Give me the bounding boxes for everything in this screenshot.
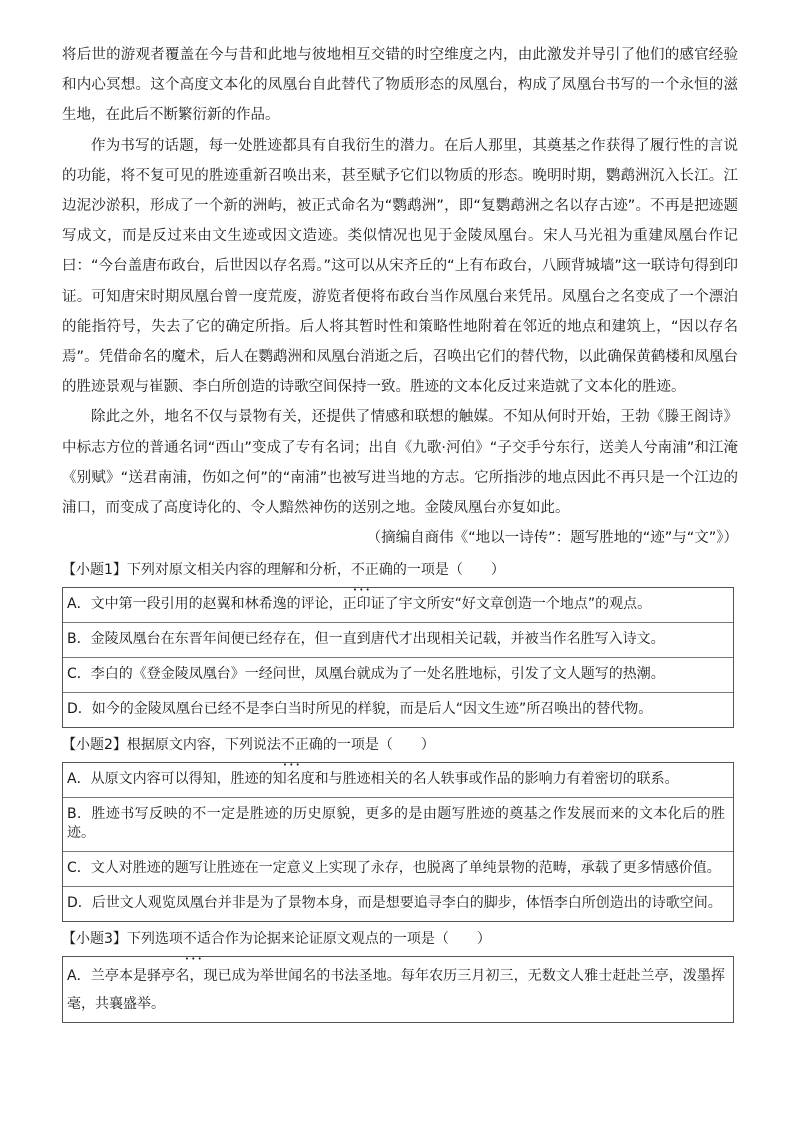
emphasis-text: 不适合 • • • (183, 931, 225, 947)
question-1 (62, 557, 738, 728)
options-box (62, 762, 734, 922)
option-b[interactable]: B．胜迹书写反映的不一定是胜迹的历史原貌，更多的是由题写胜迹的奠基之作发展而来的文本化后的胜迹。 (63, 798, 733, 852)
option-d[interactable]: D．如今的金陵凤凰台已经不是李白当时所见的样貌，而是后人“因文生迹”所召唤出的替代物。 (67, 701, 653, 718)
option-c[interactable]: C．李白的《登金陵凤凰台》一经问世，凤凰台就成为了一处名胜地标，引发了文人题写的热潮。 (63, 658, 733, 693)
question-stem: 【小题1】下列对原文相关内容的理解和分析，不正确 • • •的一项是（ ） (62, 557, 738, 583)
option-c[interactable]: C．文人对胜迹的题写让胜迹在一定意义上实现了永存，也脱离了单纯景物的范畴，承载了更多情感价值。 (63, 852, 733, 887)
question-3 (62, 926, 738, 1023)
option-a[interactable]: A．兰亭本是驿亭名，现已成为举世闻名的书法圣地。每年农历三月初三，无数文人雅士赶赴兰亭，泼墨挥毫，共襄盛举。 (67, 968, 725, 1013)
paragraph-1: 将后世的游观者覆盖在今与昔和此地与彼地相互交错的时空维度之内，由此激发并导引了他们的感官经验和内心冥想。这个高度文本化的凤凰台自此替代了物质形态的凤凰台，构成了凤凰台书写的一个永恒的滋生地，在此后不断繁衍新的作品。 (62, 47, 738, 124)
paragraph-2: 作为书写的话题，每一处胜迹都具有自我衍生的潜力。在后人那里，其奠基之作获得了履行性的言说的功能，将不复可见的胜迹重新召唤出来，甚至赋予它们以物质的形态。晚明时期，鹦鹉洲沉入长江。江边泥沙淤积，形成了一个新的洲屿，被正式命名为“鹦鹉洲”，即“复鹦鹉洲之名以存古迹”。不再是把迹题写成文，而是反过来由文生迹或因文造迹。类似情况也见于金陵凤凰台。宋人马光祖为重建凤凰台作记曰：“今台盖唐布政台，后世因以存名焉。”这可以从宋齐丘的“上有布政台，八顾背城墙”这一联诗句得到印证。可知唐宋时期凤凰台曾一度荒废，游览者便将布政台当作凤凰台来凭吊。凤凰台之名变成了一个漂泊的能指符号，失去了它的确定所指。后人将其暂时性和策略性地附着在邻近的地点和建筑上，“因以存名焉”。凭借命名的魔术，后人在鹦鹉洲和凤凰台消逝之后，召唤出它们的替代物，以此确保黄鹤楼和凤凰台的胜迹景观与崔颢、李白所创造的诗歌空间保持一致。胜迹的文本化反过来造就了文本化的胜迹。 (62, 137, 738, 396)
document-page (62, 40, 738, 1023)
emphasis-text: 不正确 • • • (281, 737, 323, 753)
option-a[interactable]: A．从原文内容可以得知，胜迹的知名度和与胜迹相关的名人轶事或作品的影响力有着密切的联系。 (63, 763, 733, 798)
question-stem: 【小题2】根据原文内容，下列说法不正确 • • •的一项是（ ） (62, 732, 738, 758)
option-b[interactable]: B．金陵凤凰台在东晋年间便已经存在，但一直到唐代才出现相关记载，并被当作名胜写入诗文。 (63, 623, 733, 658)
question-2 (62, 732, 738, 922)
option-a[interactable]: A．文中第一段引用的赵翼和林希逸的评论，正印证了宇文所安“好文章创造一个地点”的观点。 (63, 588, 733, 623)
paragraph-3: 除此之外，地名不仅与景物有关，还提供了情感和联想的触媒。不知从何时开始，王勃《滕王阁诗》中标志方位的普通名词“西山”变成了专有名词；出自《九歌·河伯》“子交手兮东行，送美人兮南浦”和江淹《别赋》“送君南浦，伤如之何”的“南浦”也被写进当地的方志。它所指涉的地点因此不再只是一个江边的浦口，而变成了高度诗化的、令人黯然神伤的送别之地。金陵凤凰台亦复如此。 (62, 409, 738, 517)
options-box (62, 587, 734, 728)
source-citation: （摘编自商伟《“地以一诗传”：题写胜地的“迹”与“文”》） (366, 530, 738, 547)
option-d[interactable]: D．后世文人观览凤凰台并非是为了景物本身，而是想要追寻李白的脚步，体悟李白所创造出的诗歌空间。 (67, 895, 722, 912)
options-box (62, 956, 734, 1023)
emphasis-text: 不正确 • • • (351, 562, 393, 578)
question-stem: 【小题3】下列选项不适合 • • •作为论据来论证原文观点的一项是（ ） (62, 926, 738, 952)
